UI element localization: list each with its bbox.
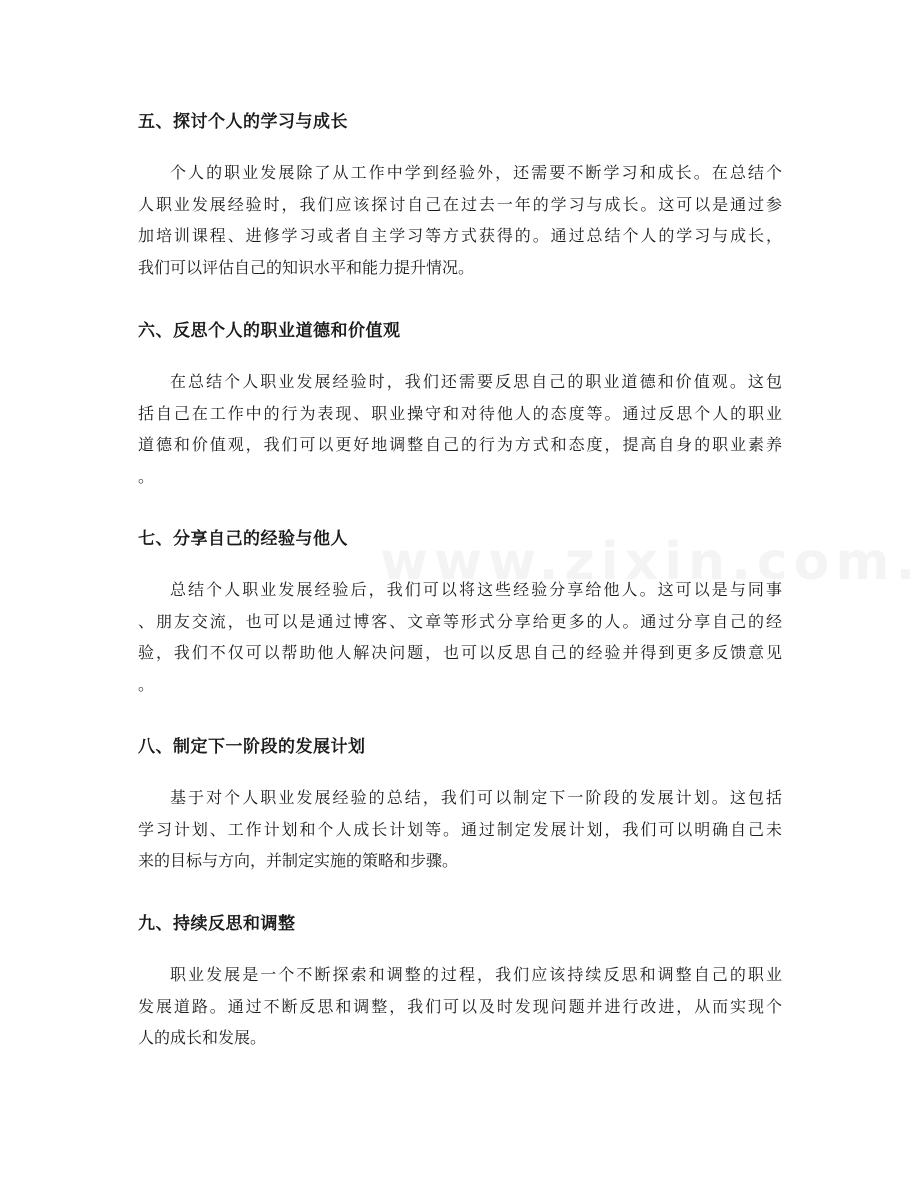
paragraph-line: 。 [138, 466, 155, 486]
paragraph-line: 加培训课程、进修学习或者自主学习等方式获得的。通过总结个人的学习与成长， [138, 226, 782, 245]
paragraph-line: 总结个人职业发展经验后，我们可以将这些经验分享给他人。这可以是与同事 [170, 580, 782, 599]
section-heading-8: 八、制定下一阶段的发展计划 [138, 737, 366, 757]
paragraph-line: 发展道路。通过不断反思和调整，我们可以及时发现问题并进行改进，从而实现个 [138, 996, 782, 1016]
section-heading-5: 五、探讨个人的学习与成长 [138, 112, 348, 132]
paragraph-line: 在总结个人职业发展经验时，我们还需要反思自己的职业道德和价值观。这包 [170, 372, 782, 391]
section-paragraph-9 [138, 959, 782, 1054]
paragraph-line: 来的目标与方向，并制定实施的策略和步骤。 [138, 851, 459, 870]
paragraph-line: 人的成长和发展。 [138, 1028, 267, 1047]
section-heading-9: 九、持续反思和调整 [138, 914, 296, 934]
paragraph-line: 我们可以评估自己的知识水平和能力提升情况。 [138, 257, 475, 277]
paragraph-line: 学习计划、工作计划和个人成长计划等。通过制定发展计划，我们可以明确自己未 [138, 819, 782, 839]
paragraph-line: 道德和价值观，我们可以更好地调整自己的行为方式和态度，提高自身的职业素养 [138, 435, 782, 454]
paragraph-line: 括自己在工作中的行为表现、职业操守和对待他人的态度等。通过反思个人的职业 [138, 403, 782, 423]
paragraph-line: 个人的职业发展除了从工作中学到经验外，还需要不断学习和成长。在总结个 [170, 163, 782, 182]
section-paragraph-6 [138, 366, 782, 492]
paragraph-line: 验，我们不仅可以帮助他人解决问题，也可以反思自己的经验并得到更多反馈意见 [138, 643, 782, 662]
section-heading-6: 六、反思个人的职业道德和价值观 [138, 321, 401, 341]
paragraph-line: 基于对个人职业发展经验的总结，我们可以制定下一阶段的发展计划。这包括 [170, 788, 782, 807]
paragraph-line: 。 [138, 674, 155, 694]
section-paragraph-5 [138, 157, 782, 283]
paragraph-line: 人职业发展经验时，我们应该探讨自己在过去一年的学习与成长。这可以是通过参 [138, 194, 782, 214]
section-paragraph-7 [138, 574, 782, 700]
paragraph-line: 、朋友交流，也可以是通过博客、文章等形式分享给更多的人。通过分享自己的经 [138, 611, 782, 631]
section-paragraph-8 [138, 782, 782, 877]
paragraph-line: 职业发展是一个不断探索和调整的过程，我们应该持续反思和调整自己的职业 [170, 965, 782, 984]
section-heading-7: 七、分享自己的经验与他人 [138, 529, 348, 549]
